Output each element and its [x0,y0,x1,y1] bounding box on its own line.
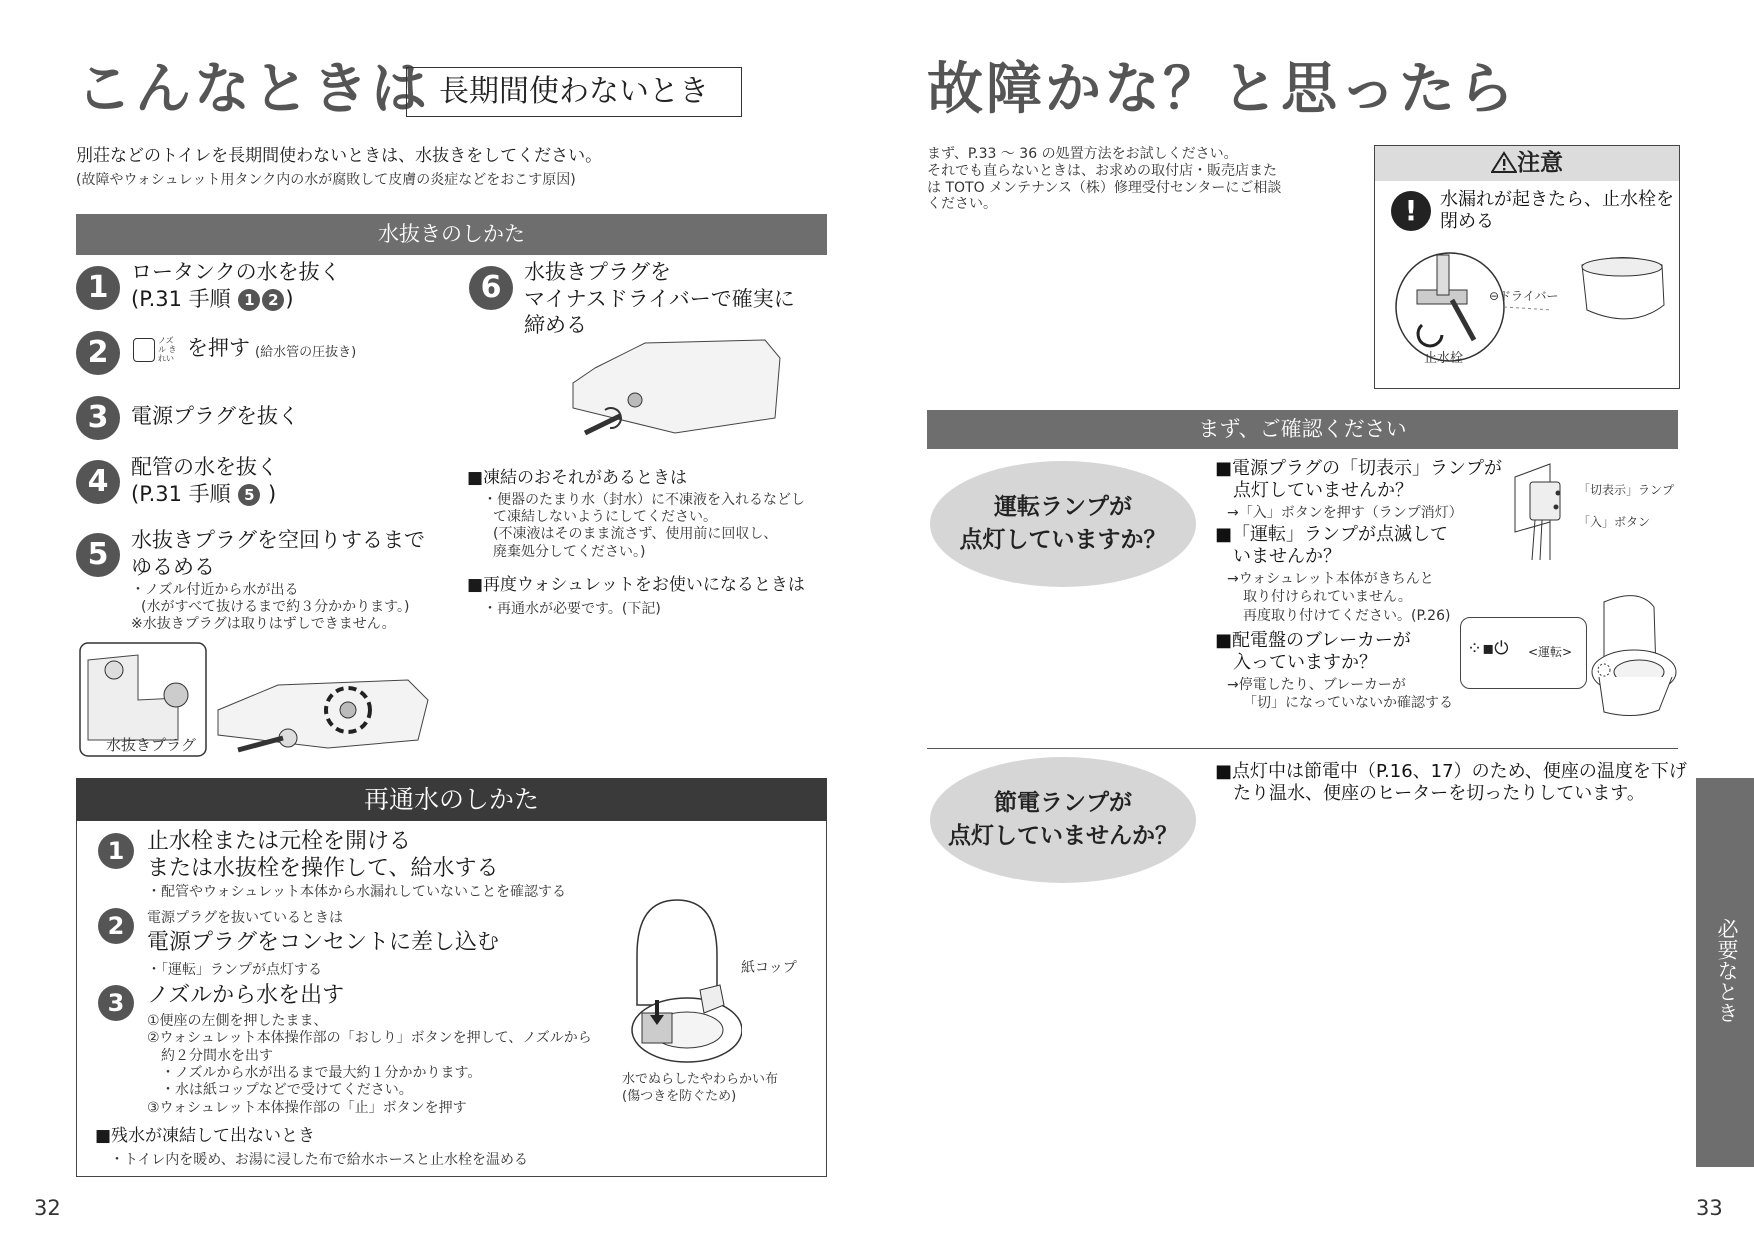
nozzle-clean-button-icon [133,338,155,362]
step-line: 水抜きプラグを [524,260,671,284]
step-1-text [131,259,341,312]
note-line: ※水抜きプラグは取りはずしできません。 [131,616,396,633]
note-line: 廃棄処分してください。) [493,543,646,560]
item-title: ■「運転」ランプが点滅して [1215,524,1449,545]
item-sub: →停電したり、ブレーカーが [1227,677,1406,694]
oval-line: 点灯していませんか？ [948,823,1178,849]
check-section-header: まず、ご確認ください [927,410,1678,449]
note-line: ②ウォシュレット本体操作部の「おしり」ボタンを押して、ノズルから [147,1030,592,1047]
screwdriver-illustration [565,338,785,443]
note-line: ・ノズルから水が出るまで最大約１分かかります。 [161,1065,482,1082]
oval-line: 運転ランプが [994,493,1132,520]
right-intro [927,146,1281,213]
step-2-note: (給水管の圧抜き) [255,345,357,360]
reuse-note: ・再通水が必要です。(下記) [483,601,661,617]
step-line: ゆるめる [131,554,215,579]
check-item-breaker [1215,630,1453,713]
note-line: 約２分間水を出す [161,1047,273,1064]
step-3-text: 電源プラグを抜く [131,404,299,428]
off-display-lamp-label: 「切表示」ランプ [1578,483,1675,497]
refill-step-number: 2 [98,908,134,944]
item-title: 点灯していませんか？ [1233,479,1413,501]
refill-step-2-text: 電源プラグをコンセントに差し込む [147,930,500,955]
refill-section-header: 再通水のしかた [76,778,827,821]
left-page-title: こんなときは [76,57,430,122]
step-number: 5 [76,533,120,577]
note-line: ・ノズル付近から水が出る [131,582,299,598]
caution-text [1440,189,1674,233]
toilet-seat-cup-illustration [622,895,742,1075]
left-page-subtitle: 長期間使わないとき [406,67,742,117]
item-sub: →「入」ボタンを押す（ランプ消灯） [1227,505,1463,522]
step-number: 4 [76,460,120,504]
note-line: ③ウォシュレット本体操作部の「止」ボタンを押す [147,1099,467,1116]
note-line: たり温水、便座のヒーターを切ったりしています。 [1233,782,1645,804]
caution-title: 注意 [1517,150,1563,176]
step-line: ロータンクの水を抜く [131,260,341,284]
step-chip: 5 [238,484,260,506]
toilet-illustration [1584,592,1679,722]
step-ref-end: ) [268,481,277,506]
step-chip: 1 [238,289,260,311]
note-line: ①便座の左側を押したまま、 [147,1013,328,1029]
step-5-notes [131,582,410,633]
on-button-label: 「入」ボタン [1578,515,1651,529]
refill-step-number: 3 [98,985,134,1021]
power-save-note [1215,761,1687,804]
freeze-title: ■凍結のおそれがあるときは [467,468,688,488]
note-line: (不凍液はそのまま流さず、使用前に回収し、 [493,526,778,543]
note-line: (水がすべて抜けるまで約３分かかります。) [141,599,410,616]
step-4-text [131,454,278,507]
valve-label: 止水栓 [1424,351,1464,366]
run-lamp-label: <運転> [1528,645,1573,659]
note-line: て凍結しないようにしてください。 [493,509,717,526]
drain-plug-label: 水抜きプラグ [106,736,197,754]
exclamation-icon: ! [1391,191,1431,231]
refill-step-number: 1 [98,833,134,869]
step-ref-end: ) [285,286,294,311]
oval-line: 節電ランプが [994,789,1132,816]
check-item-power-plug [1215,458,1502,522]
paper-cup-label: 紙コップ [741,960,797,976]
run-lamp-question [930,461,1196,587]
page-number-right: 33 [1696,1196,1723,1220]
nozzle-clean-label: ノズル きれい [158,336,177,363]
caution-line: 水漏れが起きたら、止水栓を [1440,189,1674,210]
warning-triangle-icon [1491,151,1517,173]
intro-line: ください。 [927,196,997,213]
item-title: ■電源プラグの「切表示」ランプが [1215,458,1503,479]
right-page-title: 故障かな？と思ったら [927,57,1517,122]
power-lamp-icon: ⁘▪⏻ [1467,638,1509,659]
intro-line: まず、P.33 ～ 36 の処置方法をお試しください。 [927,146,1238,162]
driver-label: ⊖ドライバー [1489,289,1559,303]
refill-step-3-text: ノズルから水を出す [147,983,345,1008]
step-ref [131,286,341,313]
caution-line: 閉める [1440,210,1494,232]
item-title: いませんか？ [1233,545,1341,567]
step-2-text: を押す [187,336,250,360]
reuse-title: ■再度ウォシュレットをお使いになるときは [467,575,805,595]
step-line: 締める [524,313,587,338]
check-item-run-lamp [1215,524,1450,625]
power-save-lamp-question [930,757,1196,883]
step-line: 止水栓または元栓を開ける [147,829,412,854]
residual-title: ■残水が凍結して出ないとき [95,1126,316,1146]
label-line: 水でぬらしたやわらかい布 [622,1072,779,1087]
intro-line: は TOTO メンテナンス（株）修理受付センターにご相談 [927,179,1282,196]
refill-step-1-text [147,829,499,883]
step-ref-text: (P.31 手順 [131,481,231,506]
caution-header [1375,146,1679,181]
side-tab-label: 必要なとき [1715,918,1739,1023]
step-number: 3 [76,396,120,440]
item-sub: 再度取り付けてください。(P.26) [1243,607,1451,624]
intro-line: それでも直らないときは、お求めの取付店・販売店また [927,162,1277,179]
note-line: ・便器のたまり水（封水）に不凍液を入れるなどし [483,492,805,508]
intro-text: 別荘などのトイレを長期間使わないときは、水抜きをしてください。 [76,146,603,166]
residual-note: ・トイレ内を暖め、お湯に浸した布で給水ホースと止水栓を温める [110,1152,529,1168]
freeze-notes [483,492,805,561]
refill-step-1-note: ・配管やウォシュレット本体から水漏れしていないことを確認する [147,884,567,900]
refill-step-3-notes [147,1013,592,1117]
step-chip: 2 [262,289,284,311]
step-number: 1 [76,266,120,310]
oval-line: 点灯していますか？ [959,527,1167,553]
step-ref [131,481,278,508]
item-title: ■配電盤のブレーカーが [1215,630,1411,651]
item-sub: 「切」になっていないか確認する [1243,695,1453,712]
intro-note: (故障やウォシュレット用タンク内の水が腐敗して皮膚の炎症などをおこす原因) [76,172,576,188]
page-number-left: 32 [34,1196,61,1220]
item-title: 入っていますか？ [1233,651,1377,673]
drain-section-header: 水抜きのしかた [76,214,827,255]
step-number: 2 [76,331,120,375]
power-plug-illustration [1510,462,1580,562]
item-sub: →ウォシュレット本体がきちんと [1227,571,1434,588]
section-divider [927,748,1678,749]
step-number: 6 [469,266,513,310]
step-ref-text: (P.31 手順 [131,286,231,311]
step-line: 配管の水を抜く [131,455,278,479]
step-6-text [524,259,795,339]
step-line: マイナスドライバーで確実に [524,286,795,311]
step-5-text [131,527,425,580]
refill-step-2-note: ・「運転」ランプが点灯する [147,962,322,978]
note-line: ・水は紙コップなどで受けてください。 [161,1082,413,1099]
item-sub: 取り付けられていません。 [1243,589,1412,606]
refill-step-2-pre: 電源プラグを抜いているときは [147,910,343,926]
label-line: (傷つきを防ぐため) [622,1088,737,1104]
step-line: または水抜栓を操作して、給水する [147,855,499,881]
note-line: ■点灯中は節電中（P.16、17）のため、便座の温度を下げ [1215,761,1687,782]
step-line: 水抜きプラグを空回りするまで [131,528,425,552]
soft-cloth-label [622,1072,778,1106]
